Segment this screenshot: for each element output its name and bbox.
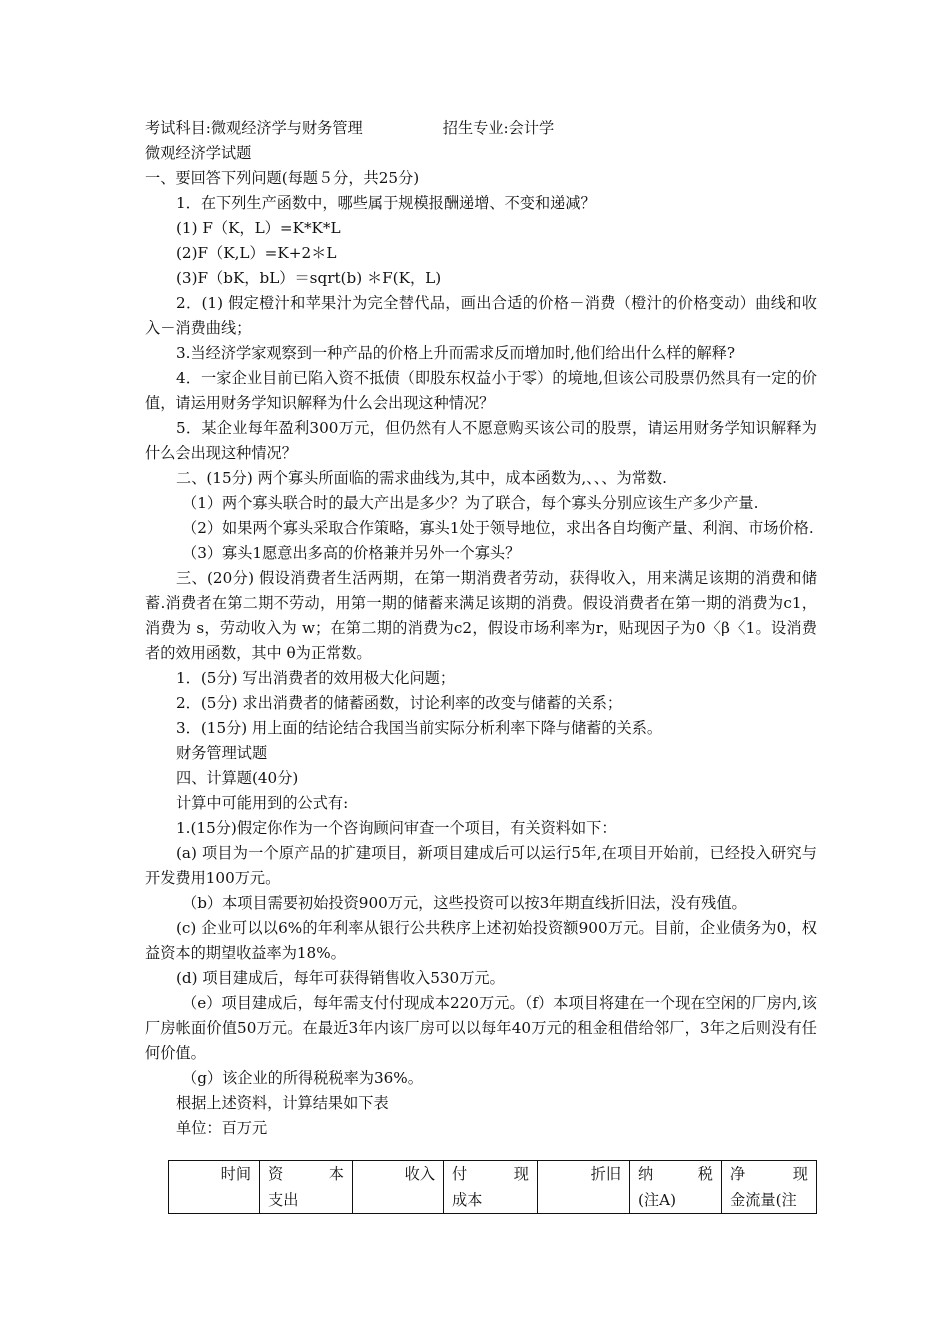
col-revenue	[353, 1161, 444, 1214]
col-revenue-label: 收入	[404, 1165, 435, 1183]
col-net-bottom: 金流量(注	[730, 1191, 797, 1209]
item-d: (d) 项目建成后，每年可获得销售收入530万元。	[176, 969, 505, 987]
question-1: 1．在下列生产函数中，哪些属于规模报酬递增、不变和递减？	[176, 194, 596, 212]
col-depreciation	[538, 1161, 630, 1214]
col-net-cash-flow	[722, 1161, 817, 1214]
question-2: 2．(1) 假定橙汁和苹果汁为完全替代品，画出合适的价格－消费（橙汁的价格变动）曲线和收入－消费曲线；	[145, 294, 817, 337]
cash-flow-table	[168, 1160, 817, 1214]
col-tax	[630, 1161, 722, 1214]
part3-statement: 三、(20分) 假设消费者生活两期，在第一期消费者劳动，获得收入，用来满足该期的消费和储蓄.消费者在第二期不劳动，用第一期的储蓄来满足该期的消费。假设消费者在第一期的消费为c1，消费为 s，劳动收入为 w；在第二期的消费为c2，假设市场利率为r，贴现因子为0〈β〈1。设消费者的效用函数，其中 θ为正常数。	[145, 569, 817, 662]
formula-2: (2)F（K,L）=K+2＊L	[176, 244, 337, 262]
item-b: （b）本项目需要初始投资900万元，这些投资可以按3年期直线折旧法，没有残值。	[182, 894, 747, 912]
col-capital-bottom: 支出	[268, 1191, 299, 1209]
exam-subject: 考试科目:微观经济学与财务管理	[145, 119, 363, 137]
col-tax-top: 纳 税	[638, 1165, 713, 1183]
part3-sub-3: 3．(15分) 用上面的结论结合我国当前实际分析利率下降与储蓄的关系。	[176, 719, 663, 737]
col-cash-cost-top: 付 现	[452, 1165, 529, 1183]
table-header-row	[169, 1161, 817, 1214]
formula-3: (3)F（bK，bL）＝sqrt(b) ＊F(K，L)	[176, 269, 442, 287]
exam-major: 招生专业:会计学	[442, 119, 555, 137]
part3-sub-1: 1．(5分) 写出消费者的效用极大化问题；	[176, 669, 456, 687]
col-capital-top: 资 本	[268, 1165, 344, 1183]
col-cash-cost-bottom: 成本	[452, 1191, 483, 1209]
col-net-top: 净 现	[730, 1165, 808, 1183]
question-3: 3.当经济学家观察到一种产品的价格上升而需求反而增加时,他们给出什么样的解释?	[176, 344, 736, 362]
question-4: 4．一家企业目前已陷入资不抵债（即股东权益小于零）的境地,但该公司股票仍然具有一定的价值，请运用财务学知识解释为什么会出现这种情况？	[145, 369, 817, 412]
part2-statement: 二、(15分) 两个寡头所面临的需求曲线为,其中，成本函数为,、、、为常数.	[176, 469, 667, 487]
item-g: （g）该企业的所得税税率为36%。	[182, 1069, 423, 1087]
col-capital	[260, 1161, 353, 1214]
formula-note: 计算中可能用到的公式有:	[176, 794, 349, 812]
col-tax-bottom: (注A)	[638, 1191, 677, 1209]
part1-heading: 一、要回答下列问题(每题５分，共25分)	[145, 169, 420, 187]
part4-heading: 四、计算题(40分)	[176, 769, 299, 787]
document-body	[145, 116, 817, 1141]
project-intro: 1.(15分)假定你作为一个咨询顾问审查一个项目，有关资料如下：	[176, 819, 617, 837]
unit-label: 单位：百万元	[176, 1119, 268, 1137]
col-depreciation-label: 折旧	[590, 1165, 621, 1183]
question-5: 5．某企业每年盈利300万元，但仍然有人不愿意购买该公司的股票，请运用财务学知识解释为什么会出现这种情况？	[145, 419, 817, 462]
item-e-f: （e）项目建成后，每年需支付付现成本220万元。（f）本项目将建在一个现在空闲的厂房内,该厂房帐面价值50万元。在最近3年内该厂房可以以每年40万元的租金租借给邻厂，3年之后则没有任何价值。	[145, 994, 817, 1062]
micro-section-title: 微观经济学试题	[145, 144, 252, 162]
part2-sub-2: （2）如果两个寡头采取合作策略，寡头1处于领导地位，求出各自均衡产量、利润、市场价格.	[182, 519, 814, 537]
part3-sub-2: 2．(5分) 求出消费者的储蓄函数，讨论利率的改变与储蓄的关系；	[176, 694, 623, 712]
finance-section-title: 财务管理试题	[176, 744, 268, 762]
exam-header	[145, 116, 817, 141]
result-note: 根据上述资料，计算结果如下表	[176, 1094, 389, 1112]
part2-sub-3: （3）寡头1愿意出多高的价格兼并另外一个寡头？	[182, 544, 521, 562]
formula-1: (1) F（K，L）=K*K*L	[176, 219, 341, 237]
part2-sub-1: （1）两个寡头联合时的最大产出是多少？为了联合，每个寡头分别应该生产多少产量.	[182, 494, 759, 512]
col-time	[169, 1161, 260, 1214]
item-a: (a) 项目为一个原产品的扩建项目，新项目建成后可以运行5年,在项目开始前，已经投入研究与开发费用100万元。	[145, 844, 817, 887]
item-c: (c) 企业可以以6%的年利率从银行公共秩序上述初始投资额900万元。目前，企业债务为0，权益资本的期望收益率为18%。	[145, 919, 817, 962]
col-cash-cost	[444, 1161, 538, 1214]
col-time-label: 时间	[220, 1165, 251, 1183]
